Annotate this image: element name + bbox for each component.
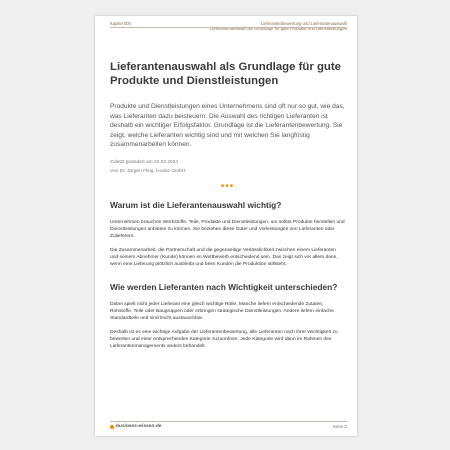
paragraph: Deshalb ist es eine wichtige Aufgabe der Lieferantenbewertung, alle Lieferanten nach ihrer Wichtigkeit zu bewerten und einer entsprechenden Kategorie zuzuordnen. Jede Kategorie wird dann im Rahmen des Lieferantenmanagements anders behandelt. xyxy=(110,330,338,350)
paragraph: Die Zusammenarbeit, die Partnerschaft und die gegenseitige Verlässlichkeit zwischen einem Lieferanten und seinem Abnehmer (Kunde) können im Wettbewerb entscheidend sein. Das zeigt sich vor allem dann, wenn eine Lieferung plötzlich ausbleibt und beim Kunden die Produktion stillsteht. xyxy=(110,248,338,268)
footer-divider xyxy=(110,421,347,422)
chapter-label: Kapitel 000 xyxy=(110,21,131,26)
author-line: Von Dr. Jürgen Fleig, b-wise GmbH xyxy=(110,168,186,174)
brand-logo xyxy=(110,424,161,430)
section-heading-how: Wie werden Lieferanten nach Wichtigkeit unterschieden? xyxy=(110,282,338,293)
article-meta xyxy=(110,159,345,176)
paragraph: Unternehmen brauchen Werkstoffe, Teile, Produkte und Dienstleistungen, um selbst Produkte herstellen und Dienstleistungen anbieten zu können. Sie beziehen diese Güter und Vorleistungen von Lieferanten oder Zulieferern. xyxy=(110,220,345,240)
separator-dots: ••• xyxy=(220,181,235,193)
article-title: Lieferantenauswahl als Grundlage für gute Produkte und Dienstleistungen xyxy=(110,61,342,87)
logo-dot-icon xyxy=(110,425,114,429)
article-lead: Produkte und Dienstleistungen eines Unternehmens sind oft nur so gut, wie das, was Lieferanten dazu beisteuern. Die Auswahl des richtigen Lieferanten ist deshalb ein wichtiger Erfolgsfaktor. Grundlage ist die Lieferantenbewertung. Sie zeigt, welche Lieferanten wichtig sind und mit welchen Sie langfristig zusammenarbeiten können. xyxy=(110,103,345,149)
header-topic-line2: Lieferantenauswahl als Grundlage für gute Produkte und Dienstleistungen xyxy=(209,26,347,32)
logo-text: business-wissen.de xyxy=(116,424,162,429)
article-content xyxy=(110,60,345,350)
header-topic-line1: Lieferantenbewertung und Lieferantenauswahl xyxy=(260,21,347,26)
header-divider xyxy=(110,27,347,28)
document-page xyxy=(95,16,357,436)
section-heading-why: Warum ist die Lieferantenauswahl wichtig? xyxy=(110,200,282,211)
last-updated: Zuletzt geändert am 22.02.2024 xyxy=(110,159,179,165)
page-number: Seite 2 xyxy=(332,424,347,429)
paragraph: Dabei spielt nicht jeder Lieferant eine gleich wichtige Rolle. Manche liefern entscheidende Zutaten, Rohstoffe, Teile oder Baugruppen oder erbringen strategische Dienstleistungen. Andere liefern einfache Standardteile und sind leicht austauschbar. xyxy=(110,302,334,322)
